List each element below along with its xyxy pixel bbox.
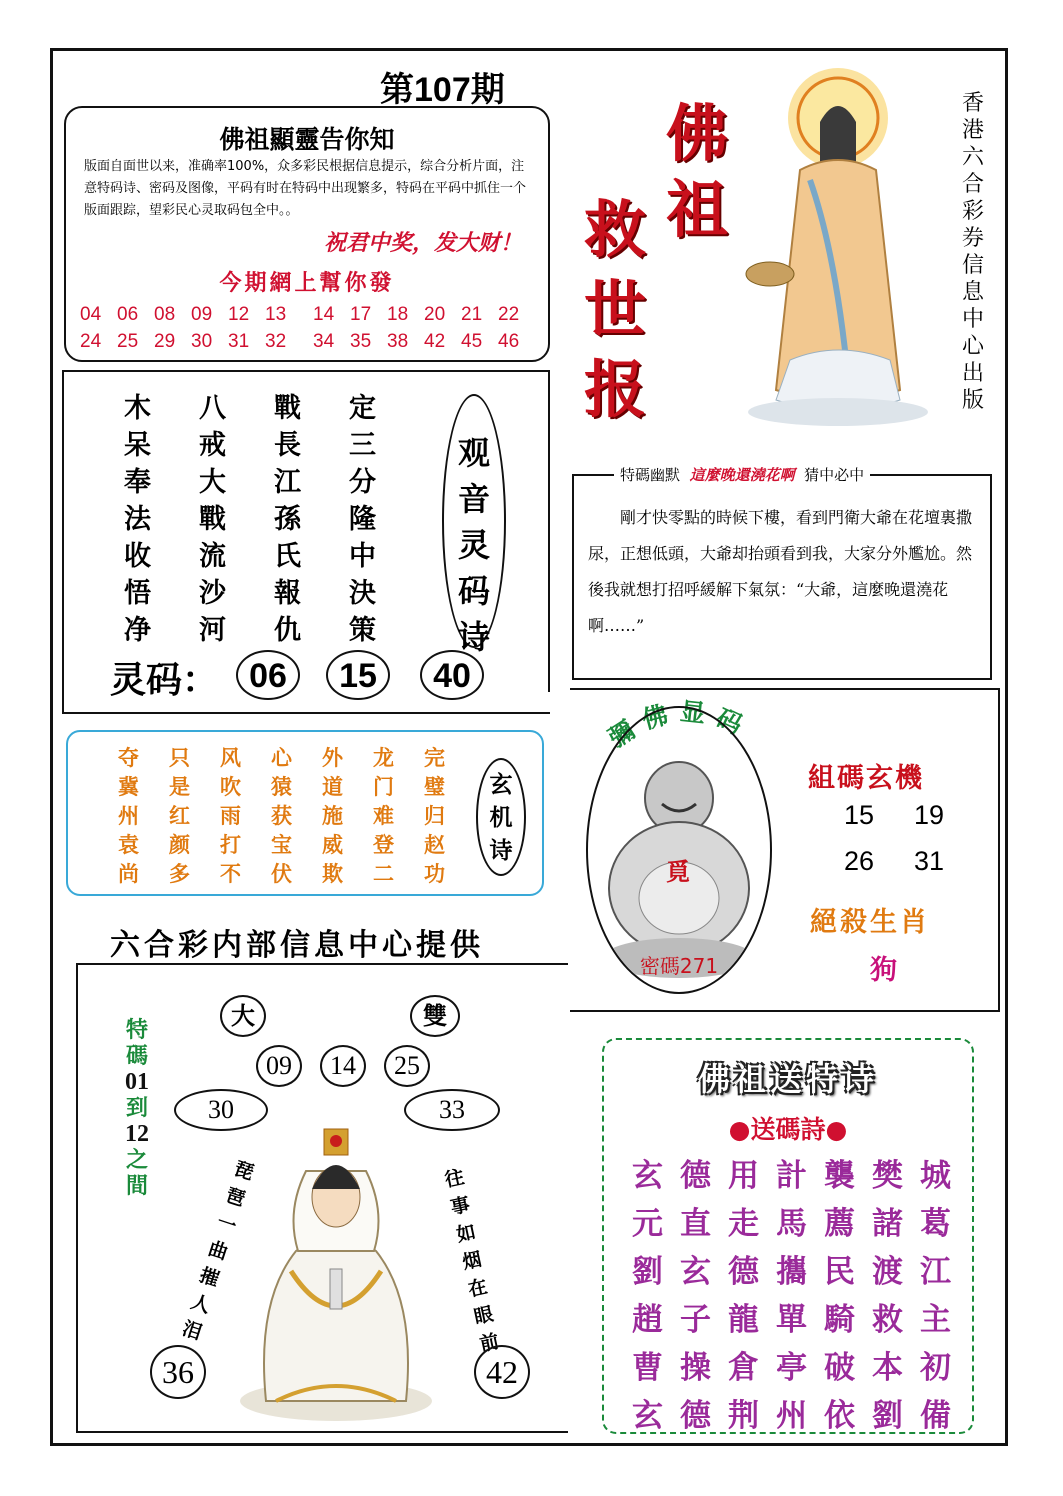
- ball-number: 25: [384, 1045, 430, 1087]
- xuanji-poem-grid: [118, 742, 475, 887]
- text-char: 眼: [472, 1303, 496, 1329]
- number: 13: [265, 304, 287, 325]
- text-char: 琶: [222, 1184, 248, 1212]
- text-char: 不: [220, 861, 241, 886]
- text-char: 子: [680, 1302, 711, 1338]
- number: 45: [461, 331, 483, 352]
- text-char: 定: [349, 393, 376, 424]
- text-char: 間: [125, 1173, 148, 1199]
- number: 30: [191, 331, 213, 352]
- text-char: 多: [169, 861, 190, 886]
- joke-box: [572, 466, 992, 680]
- buddha-box: [570, 688, 1000, 1012]
- text-char: 音: [457, 480, 490, 518]
- text-char: 外: [322, 745, 343, 770]
- text-char: 直: [680, 1206, 711, 1242]
- text-char: 彩: [961, 199, 984, 224]
- text-char: 龍: [728, 1302, 759, 1338]
- poem-row: [124, 534, 424, 571]
- text-char: 尚: [118, 861, 139, 886]
- text-char: 颜: [169, 832, 190, 857]
- text-char: 风: [220, 745, 241, 770]
- text-char: 施: [322, 803, 343, 828]
- text-char: 息: [961, 280, 984, 305]
- guanyin-poem-title-ellipse: [442, 394, 506, 656]
- text-char: 孫: [274, 504, 301, 535]
- number: 42: [424, 331, 446, 352]
- text-char: 雨: [220, 803, 241, 828]
- masthead-char: 救: [584, 193, 647, 266]
- lingma-label: 灵码：: [110, 659, 219, 701]
- text-char: 法: [124, 504, 151, 535]
- text-char: 備: [920, 1398, 951, 1434]
- text-char: 奉: [124, 467, 151, 498]
- number: 20: [424, 304, 446, 325]
- guanyin-poem-box: [62, 370, 550, 714]
- left-oval-number: 30: [174, 1089, 268, 1131]
- text-char: 流: [199, 541, 226, 572]
- ball-number: 14: [320, 1045, 366, 1087]
- notice-body: 版面自面世以来，准确率100%，众多彩民根据信息提示，综合分析片面，注意特码诗、密码及图像，平码有时在特码中出现繁多，特码在平码中抓住一个版面跟踪，望彩民心灵取码包全中。。: [84, 159, 527, 218]
- text-char: 灵: [457, 526, 490, 564]
- text-char: 策: [349, 615, 376, 646]
- text-char: 河: [199, 615, 226, 646]
- text-char: 江: [274, 467, 301, 498]
- lingma-number: 15: [326, 650, 390, 700]
- even-label: 雙: [410, 995, 460, 1037]
- text-char: 12: [125, 1121, 149, 1147]
- text-char: 港: [961, 118, 984, 143]
- text-char: 欺: [322, 861, 343, 886]
- text-char: 決: [349, 578, 376, 609]
- ball-number: 36: [150, 1345, 206, 1399]
- text-char: 德: [728, 1254, 759, 1290]
- text-char: 璧: [424, 774, 445, 799]
- send-poem-subtitle: ●送碼詩●: [728, 1115, 848, 1144]
- text-char: 呆: [124, 430, 151, 461]
- text-char: 门: [373, 774, 394, 799]
- text-char: 猜中必中: [804, 466, 865, 484]
- send-poem-grid: [632, 1150, 968, 1438]
- text-char: 难: [373, 803, 394, 828]
- number: 21: [461, 304, 483, 325]
- text-char: 薦: [824, 1206, 855, 1242]
- text-char: 江: [920, 1254, 951, 1290]
- text-char: 观: [457, 434, 490, 472]
- poem-row: [124, 423, 424, 460]
- poem-row: [124, 571, 424, 608]
- text-char: 這麼晚還澆花啊: [689, 466, 795, 484]
- guanyin-poem-title: [444, 430, 504, 660]
- text-char: 事: [448, 1193, 472, 1219]
- text-char: 德: [680, 1158, 711, 1194]
- text-char: 玄: [489, 771, 513, 798]
- guanyin-poem-grid: [124, 386, 424, 645]
- lingma-number: 40: [420, 650, 484, 700]
- text-char: 香: [961, 91, 984, 116]
- special-code-box: [76, 963, 568, 1433]
- text-char: 州: [118, 803, 139, 828]
- text-char: 净: [124, 615, 151, 646]
- text-char: 诗: [457, 618, 490, 656]
- number: 46: [498, 331, 520, 352]
- text-char: 二: [373, 861, 394, 886]
- send-poem-title: 佛祖送特诗: [697, 1060, 878, 1098]
- text-char: 戒: [199, 430, 226, 461]
- text-char: 红: [169, 803, 190, 828]
- today-label: 今期網上幫你發: [219, 270, 395, 296]
- text-char: 八: [199, 393, 226, 424]
- text-char: 州: [776, 1398, 807, 1434]
- send-poem-box: [602, 1038, 974, 1434]
- text-char: 走: [728, 1206, 759, 1242]
- big-label: 大: [220, 995, 266, 1037]
- text-char: 往: [442, 1166, 467, 1192]
- text-char: 道: [322, 774, 343, 799]
- number: 17: [350, 304, 372, 325]
- text-char: 登: [373, 832, 394, 857]
- text-char: 到: [125, 1095, 148, 1121]
- text-char: 葛: [920, 1206, 951, 1242]
- notice-title: 佛祖顯靈告你知: [219, 125, 395, 154]
- text-char: 渡: [872, 1254, 903, 1290]
- number: 38: [387, 331, 409, 352]
- text-char: 荆: [728, 1398, 759, 1434]
- text-char: 出: [961, 361, 984, 386]
- text-char: 归: [424, 803, 445, 828]
- text-char: 玄: [632, 1158, 663, 1194]
- provider-line: 六合彩内部信息中心提供: [110, 928, 484, 963]
- text-char: 宝: [271, 832, 292, 857]
- xuanji-title: [478, 768, 524, 867]
- text-char: 诗: [489, 837, 513, 864]
- number: 09: [191, 304, 213, 325]
- text-char: 諸: [872, 1206, 903, 1242]
- text-char: 分: [349, 467, 376, 498]
- text-char: 01: [125, 1069, 149, 1095]
- text-char: 初: [920, 1350, 951, 1386]
- right-phrase: [440, 1163, 504, 1360]
- text-char: 心: [961, 334, 984, 359]
- xuanji-poem-scroll: [66, 730, 544, 896]
- issue-number: 第107期: [380, 71, 505, 109]
- text-char: 倉: [728, 1350, 759, 1386]
- number: 12: [228, 304, 250, 325]
- text-char: 信: [961, 253, 984, 278]
- text-char: 烟: [460, 1248, 484, 1274]
- number: 08: [154, 304, 176, 325]
- text-char: 仇: [274, 615, 301, 646]
- text-char: 馬: [776, 1206, 807, 1242]
- text-char: 龙: [373, 745, 394, 770]
- text-char: 亭: [776, 1350, 807, 1386]
- text-char: 券: [961, 226, 984, 251]
- text-char: 摧: [196, 1264, 222, 1292]
- seated-guanyin-image: [236, 1101, 436, 1425]
- text-char: 码: [457, 572, 490, 610]
- notice-box: [64, 106, 550, 362]
- text-char: 劉: [872, 1398, 903, 1434]
- poem-row: [124, 608, 424, 645]
- text-char: 之: [125, 1147, 148, 1173]
- text-char: 琵: [231, 1157, 257, 1185]
- number: 18: [387, 304, 409, 325]
- text-char: 版: [961, 388, 984, 413]
- text-char: 打: [220, 832, 241, 857]
- text-char: 前: [477, 1330, 502, 1356]
- zuma-number: 26: [844, 846, 875, 876]
- number-row-2: [80, 331, 540, 353]
- tema-range: [122, 1017, 152, 1199]
- text-char: 騎: [824, 1302, 855, 1338]
- text-char: 特碼幽默: [620, 466, 681, 484]
- joke-body: 剛才快零點的時候下樓，看到門衛大爺在花壇裏撒尿，正想低頭，大爺却抬頭看到我，大家分外尷尬。然後我就想打招呼緩解下氣氛：“大爺，這麼晚還澆花啊……”: [588, 508, 973, 635]
- text-char: 元: [632, 1206, 663, 1242]
- text-char: 人: [188, 1290, 214, 1318]
- text-char: 彌佛显码: [603, 698, 756, 754]
- text-char: 主: [920, 1302, 951, 1338]
- text-char: 是: [169, 774, 190, 799]
- text-char: 沙: [199, 578, 226, 609]
- text-char: 破: [824, 1350, 855, 1386]
- text-char: 城: [920, 1158, 951, 1194]
- standing-guanyin-image: [730, 60, 946, 430]
- lingma-number: 06: [236, 650, 300, 700]
- text-char: 救: [872, 1302, 903, 1338]
- text-char: 劉: [632, 1254, 663, 1290]
- text-char: 三: [349, 430, 376, 461]
- wish-text: 祝君中奖，发大财！: [323, 231, 522, 256]
- text-char: 六: [961, 145, 984, 170]
- right-oval-number: 33: [404, 1089, 500, 1131]
- text-char: 長: [274, 430, 301, 461]
- masthead-char: 祖: [666, 173, 729, 246]
- text-char: 泪: [179, 1317, 205, 1345]
- ball-number: 42: [474, 1345, 530, 1399]
- text-char: 操: [680, 1350, 711, 1386]
- text-char: 曹: [632, 1350, 663, 1386]
- poem-row: [124, 497, 424, 534]
- text-char: 戰: [274, 393, 301, 424]
- text-char: 單: [776, 1302, 807, 1338]
- text-char: 報: [274, 578, 301, 609]
- number: 25: [117, 331, 139, 352]
- number: 22: [498, 304, 520, 325]
- text-char: 只: [169, 745, 190, 770]
- buddha-mark: 覓: [666, 857, 690, 886]
- text-char: 猿: [271, 774, 292, 799]
- text-char: 完: [424, 745, 445, 770]
- text-char: 玄: [680, 1254, 711, 1290]
- text-char: 悟: [124, 578, 151, 609]
- text-char: 本: [872, 1350, 903, 1386]
- text-char: 夺: [118, 745, 139, 770]
- text-char: 心: [271, 745, 292, 770]
- text-char: 吹: [220, 774, 241, 799]
- xuanji-title-ellipse: [476, 758, 526, 876]
- text-char: 伏: [271, 861, 292, 886]
- number-row-1: [80, 304, 540, 326]
- text-char: 在: [466, 1275, 490, 1302]
- text-char: 袁: [118, 832, 139, 857]
- kill-zodiac-title: 絕殺生肖: [810, 907, 930, 938]
- text-char: 依: [824, 1398, 855, 1434]
- text-char: 氏: [274, 541, 301, 572]
- text-char: 功: [424, 861, 445, 886]
- text-char: 赵: [424, 832, 445, 857]
- zuma-title: 組碼玄機: [808, 763, 924, 794]
- masthead-char: 佛: [666, 97, 729, 170]
- text-char: 冀: [118, 774, 139, 799]
- zuma-number: 19: [914, 800, 945, 830]
- text-char: 木: [124, 393, 151, 424]
- masthead-char: 世: [584, 273, 647, 346]
- buddha-oval: [586, 706, 772, 994]
- text-char: 計: [776, 1158, 807, 1194]
- text-char: 德: [680, 1398, 711, 1434]
- text-char: 隆: [349, 504, 376, 535]
- text-char: 收: [124, 541, 151, 572]
- number: 14: [313, 304, 335, 325]
- text-char: 曲: [205, 1237, 231, 1265]
- publisher-vertical: [958, 90, 988, 414]
- text-char: 碼: [125, 1043, 148, 1069]
- text-char: 中: [349, 541, 376, 572]
- poem-row: [124, 386, 424, 423]
- number: 34: [313, 331, 335, 352]
- text-char: 如: [454, 1220, 478, 1247]
- ball-number: 09: [256, 1045, 302, 1087]
- number: 24: [80, 331, 102, 352]
- text-char: 民: [824, 1254, 855, 1290]
- text-char: 获: [271, 803, 292, 828]
- number: 35: [350, 331, 372, 352]
- text-char: 机: [489, 804, 513, 831]
- number: 31: [228, 331, 250, 352]
- text-char: 威: [322, 832, 343, 857]
- zuma-number: 31: [914, 846, 945, 876]
- number: 29: [154, 331, 176, 352]
- number: 06: [117, 304, 139, 325]
- masthead-char: 报: [584, 353, 647, 426]
- number: 04: [80, 304, 102, 325]
- text-char: 用: [728, 1158, 759, 1194]
- text-char: 特: [125, 1017, 148, 1043]
- text-char: 一: [214, 1210, 240, 1238]
- text-char: 攜: [776, 1254, 807, 1290]
- secret-code: 密碼271: [639, 954, 719, 978]
- joke-header: [614, 464, 870, 485]
- text-char: 合: [961, 172, 984, 197]
- text-char: 中: [961, 307, 984, 332]
- text-char: 襲: [824, 1158, 855, 1194]
- text-char: 趙: [632, 1302, 663, 1338]
- text-char: 戰: [199, 504, 226, 535]
- kill-zodiac-value: 狗: [870, 955, 897, 986]
- poem-row: [124, 460, 424, 497]
- text-char: 大: [199, 467, 226, 498]
- text-char: 樊: [872, 1158, 903, 1194]
- number: 32: [265, 331, 287, 352]
- text-char: 玄: [632, 1398, 663, 1434]
- zuma-number: 15: [844, 800, 875, 830]
